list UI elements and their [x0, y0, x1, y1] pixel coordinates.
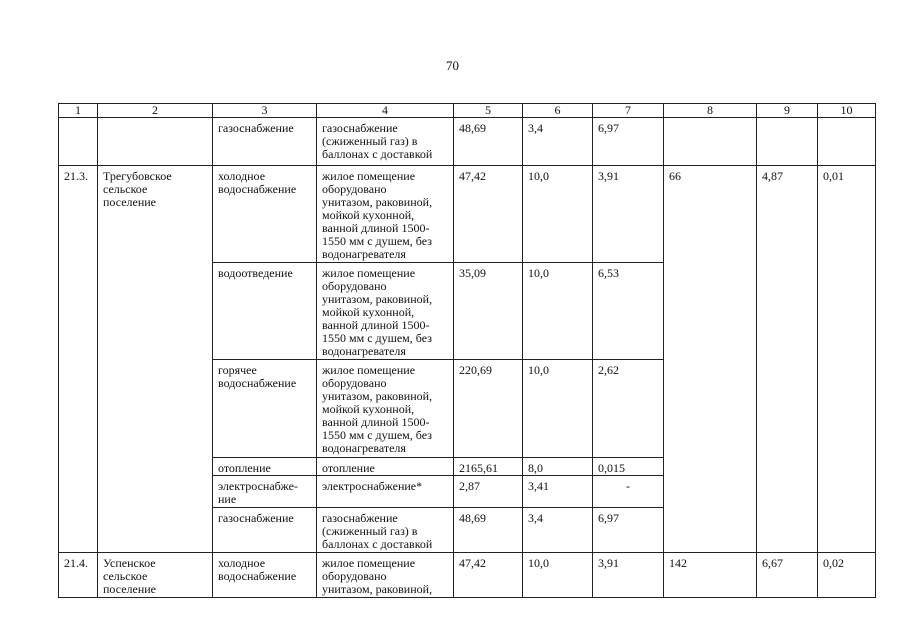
page-number: 70	[446, 58, 459, 73]
description-cell: жилое помещение оборудовано унитазом, раковиной, мойкой кухонной, ванной длиной 1500- 1550 мм с душем, без водонагревателя	[317, 166, 454, 263]
value-cell: 8,0	[523, 458, 593, 476]
service-cell: водоотведение	[213, 263, 317, 360]
value-cell	[818, 118, 876, 166]
service-cell: холодное водоснабжение	[213, 553, 317, 598]
column-number: 9	[757, 104, 818, 118]
column-number: 5	[454, 104, 523, 118]
service-cell: электроснабже- ние	[213, 476, 317, 508]
description-cell: жилое помещение оборудовано унитазом, раковиной, мойкой кухонной, ванной длиной 1500- 1550 мм с душем, без водонагревателя	[317, 263, 454, 360]
value-cell: 47,42	[454, 553, 523, 598]
value-cell: 35,09	[454, 263, 523, 360]
column-number: 3	[213, 104, 317, 118]
row-number-cell: 21.3.	[59, 166, 98, 553]
column-number: 6	[523, 104, 593, 118]
value-cell: 66	[664, 166, 757, 553]
description-cell: электроснабжение*	[317, 476, 454, 508]
value-cell: 10,0	[523, 360, 593, 458]
service-cell: горячее водоснабжение	[213, 360, 317, 458]
column-number: 2	[98, 104, 213, 118]
value-cell: 6,67	[757, 553, 818, 598]
value-cell: 48,69	[454, 118, 523, 166]
tariff-table	[58, 103, 876, 598]
value-cell: 10,0	[523, 263, 593, 360]
value-cell: 220,69	[454, 360, 523, 458]
value-cell: 2165,61	[454, 458, 523, 476]
value-cell: 10,0	[523, 166, 593, 263]
value-cell: -	[593, 476, 664, 508]
value-cell: 3,91	[593, 553, 664, 598]
value-cell: 142	[664, 553, 757, 598]
table-row	[59, 166, 876, 263]
description-cell: жилое помещение оборудовано унитазом, раковиной,	[317, 553, 454, 598]
row-number-cell	[59, 118, 98, 166]
description-cell: газоснабжение (сжиженный газ) в баллонах с доставкой	[317, 508, 454, 553]
service-cell: газоснабжение	[213, 508, 317, 553]
value-cell: 48,69	[454, 508, 523, 553]
value-cell: 0,015	[593, 458, 664, 476]
row-number-cell: 21.4.	[59, 553, 98, 598]
value-cell: 3,91	[593, 166, 664, 263]
value-cell: 6,97	[593, 118, 664, 166]
table-row	[59, 553, 876, 598]
value-cell: 0,02	[818, 553, 876, 598]
value-cell: 3,41	[523, 476, 593, 508]
settlement-cell: Успенское сельское поселение	[98, 553, 213, 598]
value-cell: 4,87	[757, 166, 818, 553]
description-cell: отопление	[317, 458, 454, 476]
settlement-cell	[98, 118, 213, 166]
value-cell: 6,97	[593, 508, 664, 553]
value-cell: 2,87	[454, 476, 523, 508]
value-cell: 3,4	[523, 118, 593, 166]
column-number-row	[59, 104, 876, 118]
service-cell: газоснабжение	[213, 118, 317, 166]
value-cell: 47,42	[454, 166, 523, 263]
description-cell: газоснабжение (сжиженный газ) в баллонах с доставкой	[317, 118, 454, 166]
column-number: 8	[664, 104, 757, 118]
value-cell: 2,62	[593, 360, 664, 458]
value-cell: 3,4	[523, 508, 593, 553]
column-number: 4	[317, 104, 454, 118]
column-number: 1	[59, 104, 98, 118]
service-cell: отопление	[213, 458, 317, 476]
value-cell: 10,0	[523, 553, 593, 598]
value-cell: 6,53	[593, 263, 664, 360]
settlement-cell: Трегубовское сельское поселение	[98, 166, 213, 553]
value-cell	[757, 118, 818, 166]
column-number: 7	[593, 104, 664, 118]
table-row	[59, 118, 876, 166]
service-cell: холодное водоснабжение	[213, 166, 317, 263]
description-cell: жилое помещение оборудовано унитазом, раковиной, мойкой кухонной, ванной длиной 1500- 1550 мм с душем, без водонагревателя	[317, 360, 454, 458]
value-cell: 0,01	[818, 166, 876, 553]
column-number: 10	[818, 104, 876, 118]
value-cell	[664, 118, 757, 166]
